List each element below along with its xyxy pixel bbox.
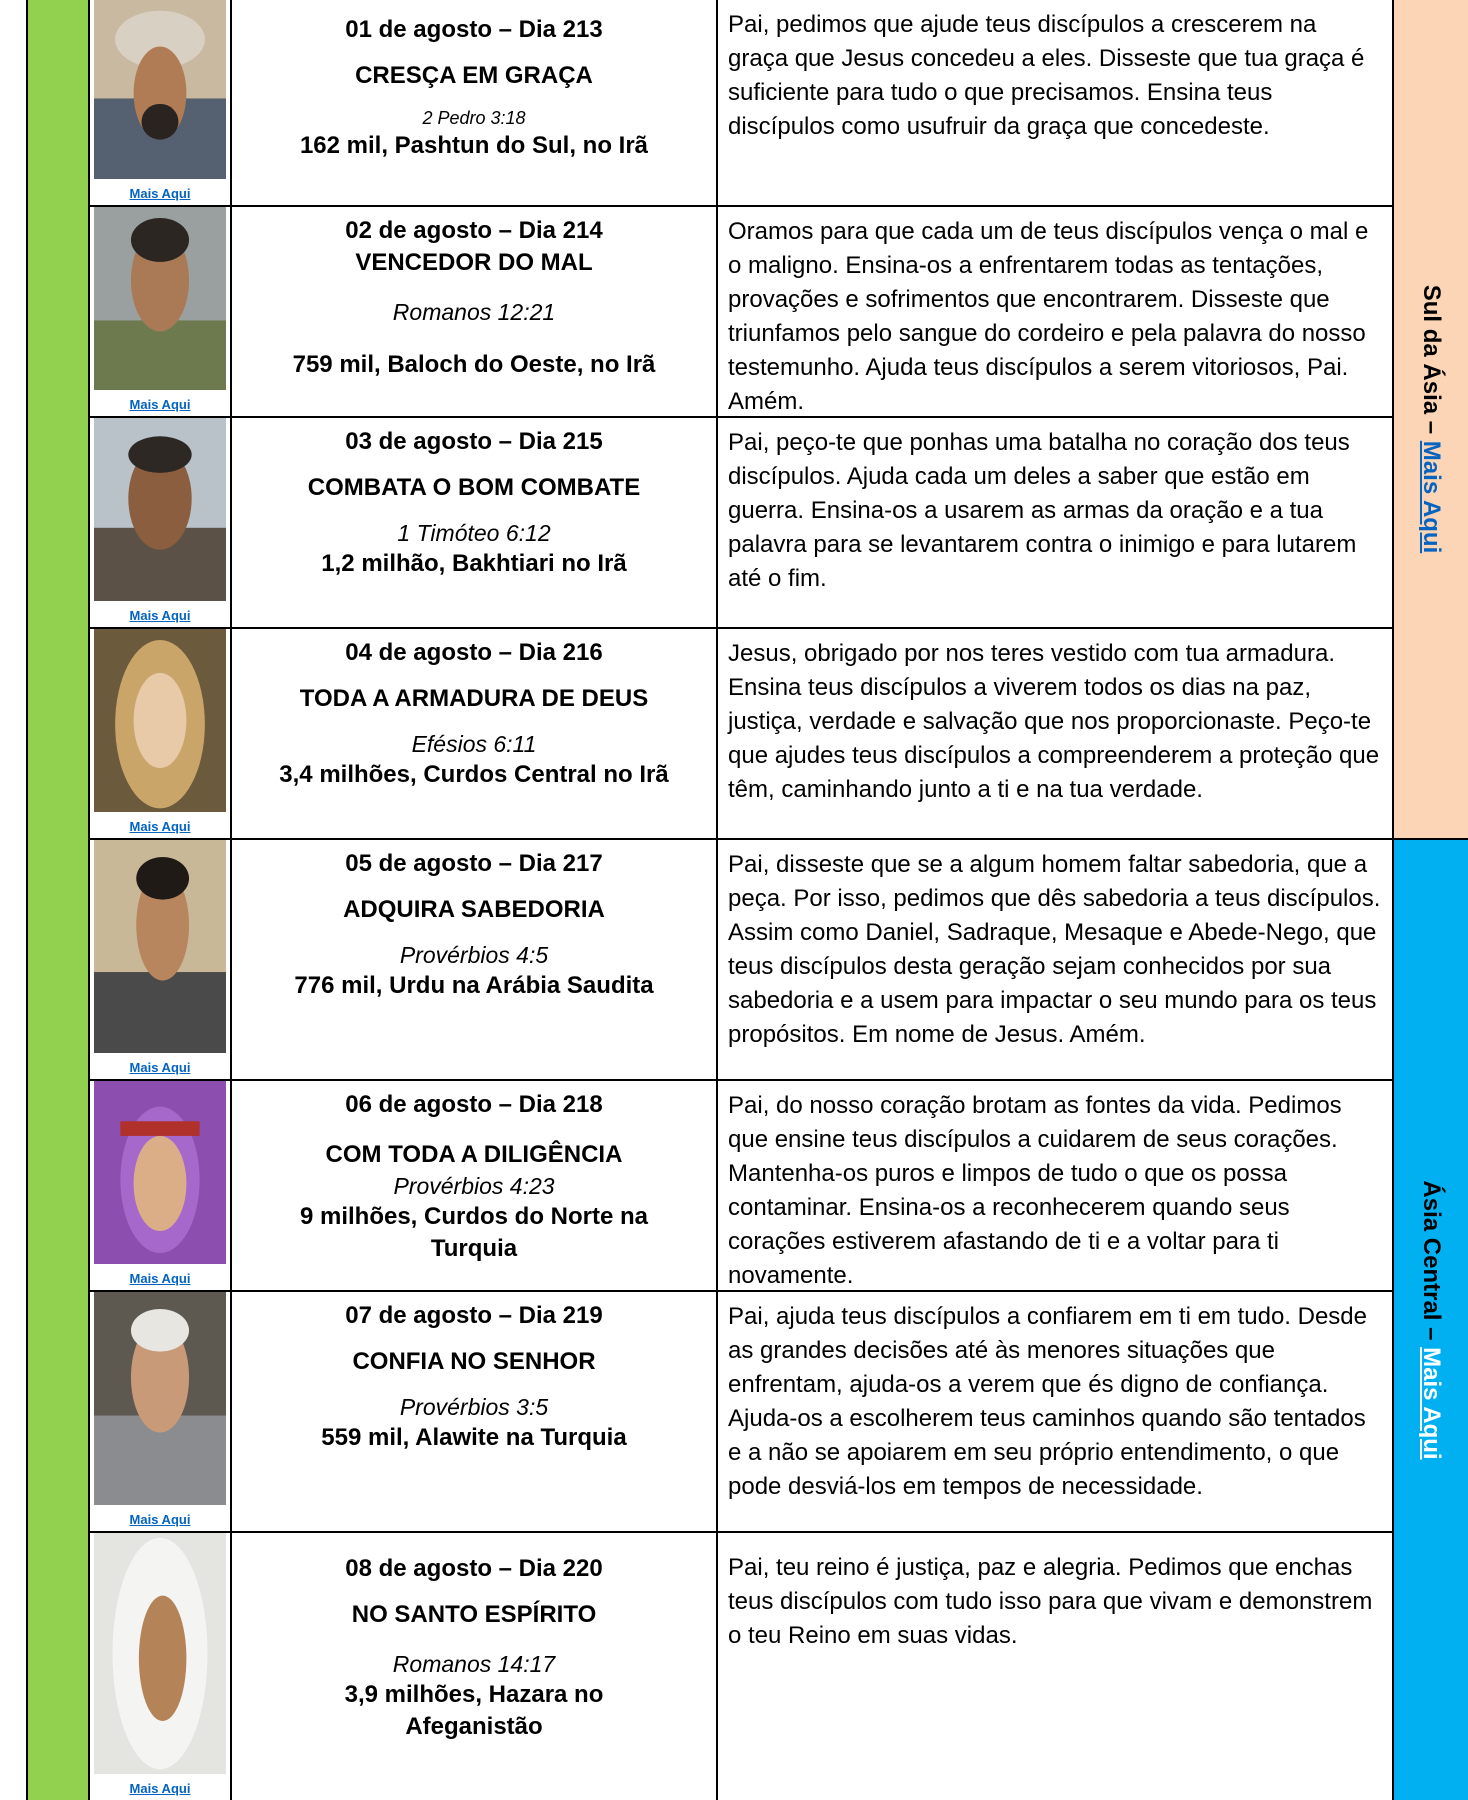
person-photo (94, 207, 226, 390)
prayer-text: Pai, peço-te que ponhas uma batalha no coração dos teus discípulos. Ajuda cada um deles a saber que estão em guerra. Ensina-os a usarem as armas da oração e a tua palavra para se levantarem contra o inimigo e para lutarem até o fim. (728, 429, 1357, 592)
region-name: Ásia Central – (1418, 1180, 1445, 1348)
region-band-central-asia (1392, 840, 1468, 1800)
person-photo (94, 629, 226, 812)
entry-people-group: 1,2 milhão, Bakhtiari no Irã (321, 550, 627, 577)
person-photo (94, 840, 226, 1053)
entry-info-cell (232, 0, 718, 205)
photo-cell (90, 418, 232, 627)
table-row (90, 0, 1392, 207)
entry-date: 01 de agosto – Dia 213 (345, 16, 603, 43)
table-row (90, 1292, 1392, 1533)
entry-theme: TODA A ARMADURA DE DEUS (299, 685, 649, 712)
photo-cell (90, 1533, 232, 1800)
entry-theme: VENCEDOR DO MAL (355, 249, 593, 276)
entry-theme: ADQUIRA SABEDORIA (343, 896, 605, 923)
region-label (1417, 1180, 1445, 1459)
entry-verse: Romanos 12:21 (392, 299, 556, 325)
table-row (90, 1533, 1392, 1800)
prayer-text: Jesus, obrigado por nos teres vestido com tua armadura. Ensina teus discípulos a viverem todos os dias na paz, justiça, verdade e salvação que nos proporcionaste. Peço-te que ajudes teus discípulos a compreenderem a proteção que têm, caminhando junto a ti e na tua verdade. (728, 640, 1380, 803)
entry-info-cell (232, 840, 718, 1079)
entry-info-cell (232, 207, 718, 416)
photo-cell (90, 629, 232, 838)
table-row (90, 840, 1392, 1081)
region-name: Sul da Ásia – (1418, 284, 1445, 441)
entry-date: 05 de agosto – Dia 217 (345, 850, 603, 877)
entry-theme: COM TODA A DILIGÊNCIA (325, 1141, 623, 1168)
more-here-link[interactable]: Mais Aqui (129, 1271, 191, 1286)
prayer-text: Pai, disseste que se a algum homem faltar sabedoria, que a peça. Por isso, pedimos que dês sabedoria a teus discípulos. Assim como Daniel, Sadraque, Mesaque e Abede-Nego, que teus discípulos desta geração sejam conhecidos por sua sabedoria e a usem para impactar o seu mundo para os teus propósitos. Em nome de Jesus. Amém. (728, 851, 1381, 1048)
entry-people-group: 776 mil, Urdu na Arábia Saudita (294, 972, 654, 999)
region-more-link[interactable]: Mais Aqui (1418, 440, 1445, 554)
person-photo (94, 1292, 226, 1505)
table-row (90, 207, 1392, 418)
photo-cell (90, 1081, 232, 1290)
more-here-link[interactable]: Mais Aqui (129, 1512, 191, 1527)
more-here-link[interactable]: Mais Aqui (129, 1781, 191, 1796)
prayer-text: Oramos para que cada um de teus discípulos vença o mal e o maligno. Ensina-os a enfrentarem todas as tentações, provações e sofrimentos que encontrarem. Disseste que triunfamos pelo sangue do cordeiro e pela palavra do nosso testemunho. Ajuda teus discípulos a serem vitoriosos, Pai. Amém. (728, 218, 1369, 415)
prayer-text: Pai, teu reino é justiça, paz e alegria. Pedimos que enchas teus discípulos com tudo isso para que vivam e demonstrem o teu Reino em suas vidas. (728, 1554, 1373, 1649)
person-photo (94, 1081, 226, 1264)
entry-date: 04 de agosto – Dia 216 (345, 639, 603, 666)
region-band-south-asia (1392, 0, 1468, 840)
entry-date: 08 de agosto – Dia 220 (345, 1555, 603, 1582)
photo-cell (90, 207, 232, 416)
entry-verse: Provérbios 3:5 (399, 1394, 549, 1420)
entry-people-group: 9 milhões, Curdos do Norte na Turquia (299, 1203, 649, 1262)
entry-info-cell (232, 1081, 718, 1290)
more-here-link[interactable]: Mais Aqui (129, 1060, 191, 1075)
left-green-bar (26, 0, 90, 1800)
region-more-link[interactable]: Mais Aqui (1418, 1347, 1445, 1460)
entry-verse: 1 Timóteo 6:12 (397, 520, 551, 546)
entry-theme: CRESÇA EM GRAÇA (355, 62, 593, 89)
entry-theme: COMBATA O BOM COMBATE (307, 474, 641, 501)
photo-cell (90, 1292, 232, 1531)
entry-theme: CONFIA NO SENHOR (352, 1348, 596, 1375)
entry-verse: Provérbios 4:23 (393, 1173, 555, 1199)
photo-cell (90, 840, 232, 1079)
prayer-text: Pai, pedimos que ajude teus discípulos a crescerem na graça que Jesus concedeu a eles. Disseste que tua graça é suficiente para tudo o que precisamos. Ensina teus discípulos como usufruir da graça que concedeste. (728, 11, 1365, 140)
prayer-text: Pai, do nosso coração brotam as fontes da vida. Pedimos que ensine teus discípulos a cuidarem de seus corações. Mantenha-os puros e limpos de tudo o que os possa contaminar. Ensina-os a reconhecerem quando seus corações estiverem afastando de ti e a voltar para ti novamente. (728, 1092, 1342, 1289)
region-label (1417, 285, 1445, 554)
entry-people-group: 759 mil, Baloch do Oeste, no Irã (292, 351, 656, 378)
prayer-text: Pai, ajuda teus discípulos a confiarem em ti em tudo. Desde as grandes decisões até às menores situações que enfrentam, ajuda-os a verem que és digno de confiança. Ajuda-os a escolherem teus caminhos quando são tentados e a não se apoiarem em seu próprio entendimento, o que pode desviá-los em tempos de necessidade. (728, 1303, 1367, 1500)
more-here-link[interactable]: Mais Aqui (129, 608, 191, 623)
entry-verse: 2 Pedro 3:18 (422, 108, 526, 128)
entry-info-cell (232, 418, 718, 627)
table-row (90, 418, 1392, 629)
person-photo (94, 1533, 226, 1774)
person-photo (94, 418, 226, 601)
entry-verse: Provérbios 4:5 (399, 942, 549, 968)
entry-theme: NO SANTO ESPÍRITO (351, 1601, 597, 1628)
more-here-link[interactable]: Mais Aqui (129, 186, 191, 201)
entry-people-group: 3,9 milhões, Hazara no Afeganistão (344, 1681, 604, 1740)
entry-info-cell (232, 629, 718, 838)
more-here-link[interactable]: Mais Aqui (129, 397, 191, 412)
entry-people-group: 162 mil, Pashtun do Sul, no Irã (299, 132, 649, 159)
entry-people-group: 559 mil, Alawite na Turquia (321, 1424, 627, 1451)
entry-info-cell (232, 1292, 718, 1531)
table-row (90, 1081, 1392, 1292)
entry-date: 03 de agosto – Dia 215 (345, 428, 603, 455)
entry-date: 02 de agosto – Dia 214 (345, 217, 603, 244)
entry-date: 06 de agosto – Dia 218 (345, 1091, 603, 1118)
photo-cell (90, 0, 232, 205)
person-photo (94, 0, 226, 179)
entry-verse: Romanos 14:17 (392, 1651, 556, 1677)
entry-date: 07 de agosto – Dia 219 (345, 1302, 603, 1329)
entry-info-cell (232, 1533, 718, 1800)
table-row (90, 629, 1392, 840)
entry-verse: Efésios 6:11 (411, 731, 537, 757)
more-here-link[interactable]: Mais Aqui (129, 819, 191, 834)
entry-people-group: 3,4 milhões, Curdos Central no Irã (279, 761, 669, 788)
